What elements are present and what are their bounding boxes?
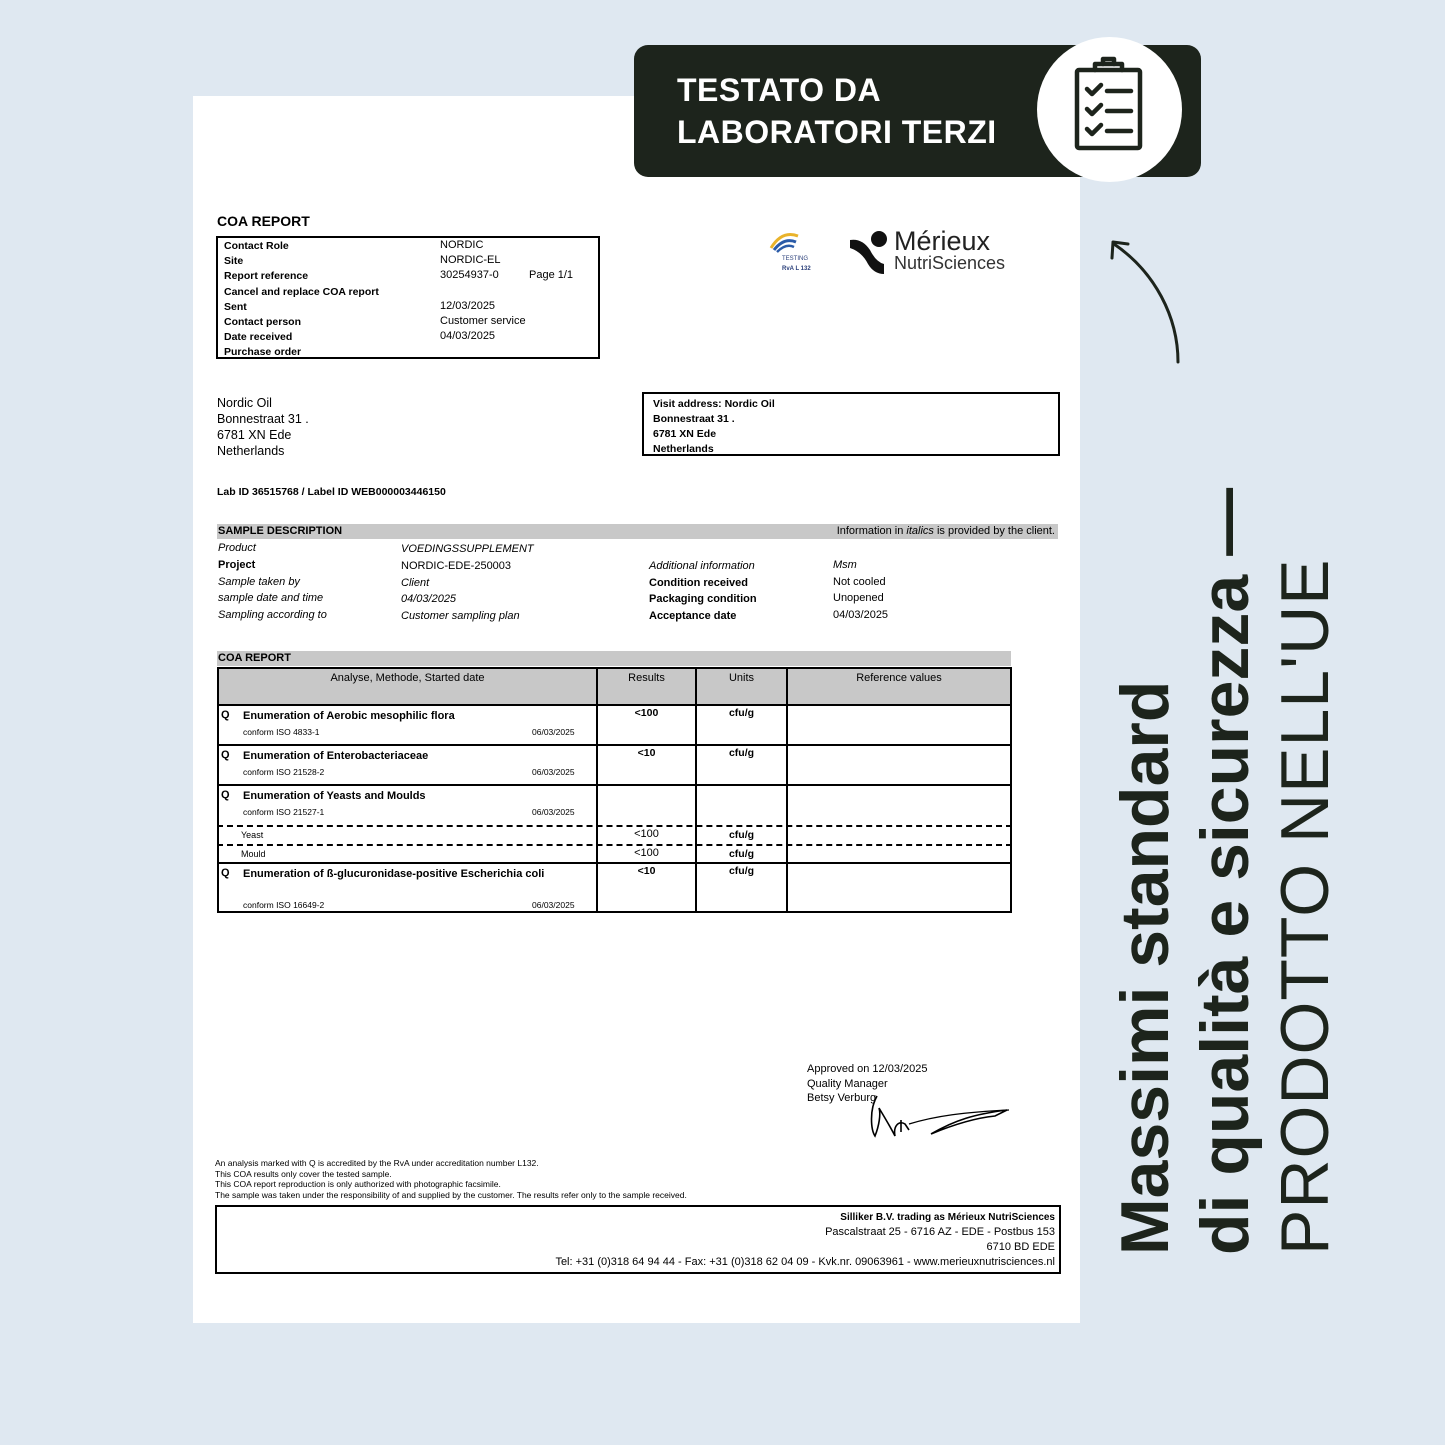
sample-value: Msm: [833, 559, 857, 571]
nutrisciences-brand: NutriSciences: [894, 253, 1006, 273]
header-value: Customer service: [440, 315, 526, 327]
accreditation-mark: Q: [221, 789, 230, 801]
unit-value: cfu/g: [728, 747, 755, 759]
analysis-method: conform ISO 4833-1: [243, 727, 320, 737]
sample-value: Not cooled: [833, 576, 886, 588]
coa-report-bar: [217, 651, 1011, 666]
col-units: Units: [728, 672, 755, 684]
clipboard-checklist-icon: [1037, 37, 1182, 182]
tagline-line1: Massimi standard: [1107, 680, 1183, 1255]
analysis-name: Enumeration of Aerobic mesophilic flora: [243, 710, 455, 722]
curved-arrow-icon: [1100, 232, 1190, 367]
header-value: 04/03/2025: [440, 330, 496, 343]
italics-note: Information in italics is provided by the client.: [836, 525, 1055, 537]
client-address: Nordic Oil Bonnestraat 31 . 6781 XN Ede Netherlands: [217, 396, 309, 458]
sample-label: Sampling according to: [218, 609, 327, 621]
sample-value: 04/03/2025: [833, 609, 889, 621]
merieux-logo-icon: [848, 228, 888, 280]
accreditation-mark: Q: [221, 749, 230, 761]
sample-description-heading: SAMPLE DESCRIPTION: [218, 525, 343, 537]
badge-text: TESTATO DA LABORATORI TERZI: [677, 72, 997, 150]
approval-block: Approved on 12/03/2025 Quality Manager Betsy Verburg: [807, 1063, 928, 1104]
unit-value: cfu/g: [728, 848, 755, 860]
visit-address-box: Visit address: Nordic Oil Bonnestraat 31 . 6781 XN Ede Netherlands: [642, 392, 1060, 456]
header-label: Contact person: [224, 316, 302, 328]
analysis-date: 06/03/2025: [532, 727, 575, 737]
header-label: Purchase order: [224, 346, 302, 359]
header-value: NORDIC-EL: [440, 254, 501, 267]
analysis-date: 06/03/2025: [532, 900, 575, 910]
result-value: <10: [637, 865, 656, 877]
header-label: Cancel and replace COA report: [224, 285, 379, 298]
result-value: <100: [634, 707, 659, 719]
doc-title: COA REPORT: [217, 213, 310, 229]
header-label: Contact Role: [224, 240, 289, 252]
unit-value: cfu/g: [728, 829, 755, 841]
analysis-date: 06/03/2025: [532, 767, 575, 777]
footnotes: An analysis marked with Q is accredited by the RvA under accreditation number L132. This COA results only cover the tested sample. This COA report reproduction is only authorized with photographic facsimile. The sample was taken under the responsibility of and supplied by the customer. The results refer only to the sample received.: [215, 1158, 687, 1200]
analysis-method: conform ISO 21527-1: [243, 807, 325, 817]
sample-label: Additional information: [649, 560, 755, 572]
unit-value: cfu/g: [728, 707, 755, 719]
sub-analysis-name: Mould: [241, 849, 266, 859]
coa-report-heading: COA REPORT: [218, 652, 291, 664]
rva-testing-logo-icon: [768, 228, 812, 276]
header-value: 12/03/2025: [440, 299, 496, 312]
rva-text2: RvA L 132: [782, 266, 811, 272]
sample-value: VOEDINGSSUPPLEMENT: [401, 543, 534, 555]
sample-value: 04/03/2025: [401, 593, 457, 605]
sample-label: Condition received: [649, 577, 749, 589]
header-value: NORDIC: [440, 239, 484, 251]
sample-label: Acceptance date: [649, 610, 737, 622]
company-footer: Silliker B.V. trading as Mérieux NutriSciences Pascalstraat 25 - 6716 AZ - EDE - Postbus 153 6710 BD EDE Tel: +31 (0)318 64 94 44 - Fax: +31 (0)318 62 04 09 - Kvk.nr. 09063961 - www.merieuxnutrisciences.nl: [215, 1205, 1061, 1274]
col-results: Results: [628, 672, 665, 684]
analysis-name: Enumeration of Yeasts and Moulds: [243, 790, 426, 802]
sample-label: Sample taken by: [218, 576, 300, 588]
sample-label: Product: [218, 542, 256, 554]
result-value: <100: [634, 828, 659, 840]
merieux-brand: Mérieux: [894, 226, 991, 256]
sample-label: Project: [218, 559, 256, 571]
header-value: 30254937-0: [440, 269, 499, 282]
lab-id: Lab ID 36515768 / Label ID WEB000003446150: [217, 486, 446, 498]
sample-value: NORDIC-EDE-250003: [401, 560, 512, 572]
header-label: Site: [224, 255, 244, 268]
analysis-method: conform ISO 21528-2: [243, 767, 325, 777]
unit-value: cfu/g: [728, 865, 755, 877]
result-value: <10: [637, 747, 656, 759]
col-reference-values: Reference values: [856, 672, 942, 684]
col-analyse: Analyse, Methode, Started date: [330, 672, 485, 684]
analysis-method: conform ISO 16649-2: [243, 900, 325, 910]
tagline-line3: PRODOTTO NELL'UE: [1267, 558, 1343, 1255]
sub-analysis-name: Yeast: [241, 830, 264, 840]
rva-text1: TESTING: [782, 256, 809, 262]
signature: [865, 1090, 1015, 1140]
sample-value: Client: [401, 577, 430, 589]
analysis-name: Enumeration of ß-glucuronidase-positive Escherichia coli: [243, 868, 545, 880]
accreditation-mark: Q: [221, 709, 230, 721]
sample-label: Packaging condition: [649, 593, 757, 605]
header-label: Sent: [224, 300, 247, 313]
sample-value: Unopened: [833, 592, 884, 604]
header-label: Report reference: [224, 270, 309, 283]
analysis-date: 06/03/2025: [532, 807, 575, 817]
result-value: <100: [634, 847, 659, 859]
side-tagline: [1105, 488, 1345, 1255]
accreditation-mark: Q: [221, 867, 230, 879]
sample-label: sample date and time: [218, 592, 324, 604]
header-page: Page 1/1: [529, 269, 574, 282]
header-label: Date received: [224, 331, 293, 344]
sample-value: Customer sampling plan: [401, 610, 520, 622]
analysis-name: Enumeration of Enterobacteriaceae: [243, 750, 429, 762]
tagline-line2: di qualità e sicurezza —: [1187, 487, 1263, 1255]
